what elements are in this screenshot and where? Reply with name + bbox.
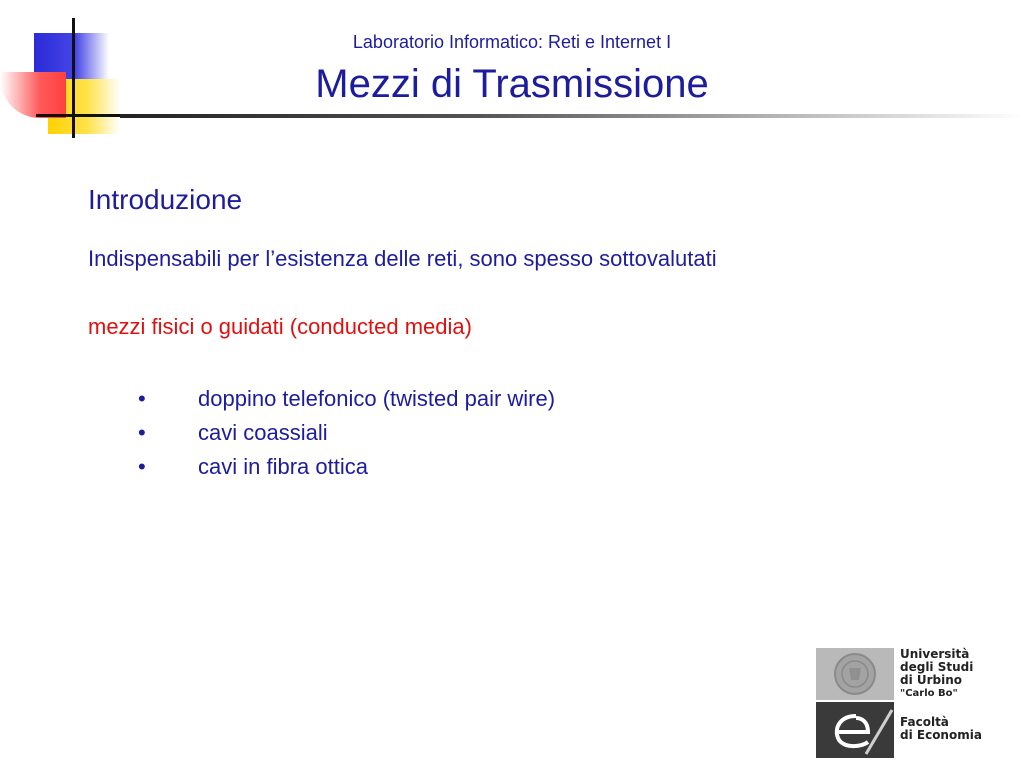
- list-item: [138, 450, 968, 484]
- highlight-line: mezzi fisici o guidati (conducted media): [88, 314, 472, 339]
- section-heading: Introduzione: [88, 184, 243, 215]
- slide-subtitle: Laboratorio Informatico: Reti e Internet I: [352, 32, 672, 52]
- list-item-label: cavi coassiali: [198, 420, 328, 445]
- list-item-label: doppino telefonico (twisted pair wire): [198, 386, 556, 411]
- list-item: [138, 416, 968, 450]
- university-line: "Carlo Bo": [900, 688, 958, 699]
- university-name: [900, 648, 973, 700]
- faculty-name: [900, 716, 982, 742]
- bullet-icon: •: [138, 454, 146, 479]
- university-line: Università: [900, 647, 970, 661]
- university-line: di Urbino: [900, 673, 963, 687]
- list-item-label: cavi in fibra ottica: [198, 454, 368, 479]
- bullet-icon: •: [138, 386, 146, 411]
- slide-body: [88, 184, 968, 484]
- faculty-line: di Economia: [900, 728, 982, 742]
- list-item: [138, 382, 968, 416]
- intro-paragraph: Indispensabili per l’esistenza delle reti, sono spesso sottovalutati: [88, 246, 717, 271]
- faculty-mark-icon: [816, 702, 894, 758]
- media-list: [138, 382, 968, 484]
- university-logo: [816, 648, 996, 758]
- header-divider: [120, 114, 1024, 118]
- slide-title: Mezzi di Trasmissione: [315, 62, 709, 106]
- faculty-line: Facoltà: [900, 715, 949, 729]
- bullet-icon: •: [138, 420, 146, 445]
- university-seal-icon: [816, 648, 894, 700]
- university-line: degli Studi: [900, 660, 974, 674]
